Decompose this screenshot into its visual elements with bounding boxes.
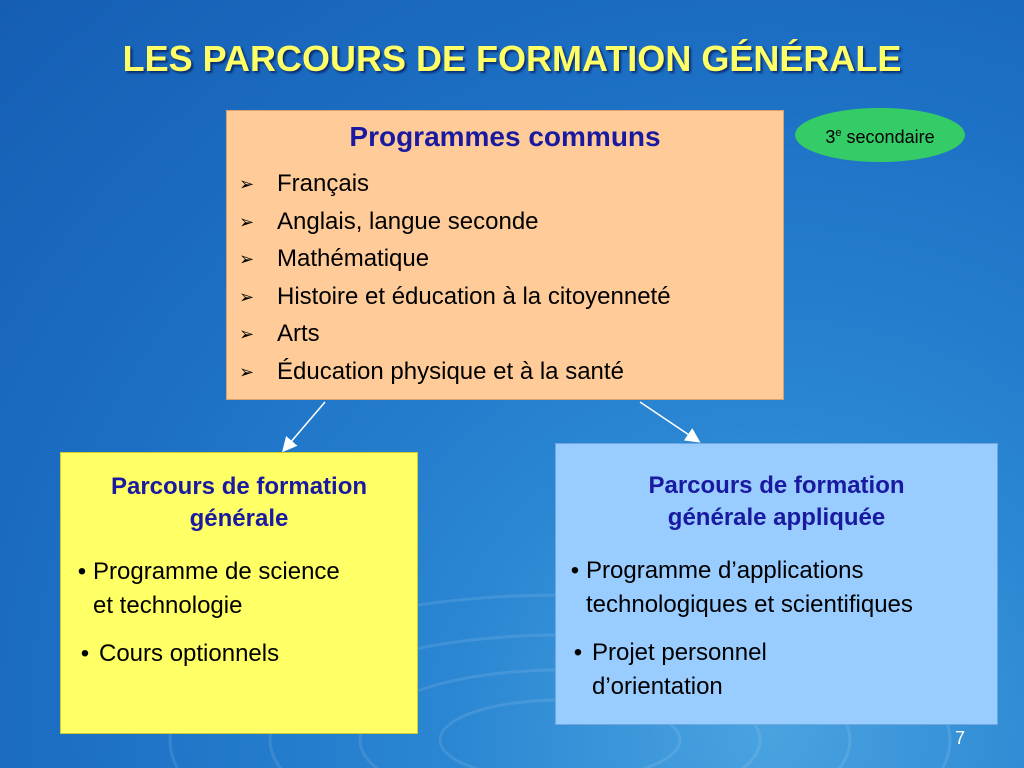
list-item — [239, 282, 671, 320]
list-item-line2: technologiques et scientifiques — [586, 591, 913, 618]
arrow-right-icon: ➢ — [239, 249, 255, 269]
general-path-title-line2: générale — [189, 505, 289, 532]
list-item — [239, 207, 671, 245]
list-item-line1: Programme d’applications — [586, 557, 864, 584]
applied-path-title-line2: générale appliquée — [667, 504, 886, 531]
general-path-title-line1: Parcours de formation — [110, 473, 368, 500]
list-item-line2: d’orientation — [592, 673, 723, 700]
badge-grade-number: 3 — [825, 127, 836, 147]
arrow-right-icon: ➢ — [239, 286, 255, 307]
list-item — [239, 169, 671, 207]
list-item — [564, 636, 994, 704]
arrow-to-applied-path — [640, 402, 698, 441]
list-item-line1: Programme de science — [93, 558, 340, 585]
list-item-label: Mathématique — [277, 245, 430, 272]
list-item-line2: et technologie — [93, 592, 243, 619]
grade-badge — [795, 108, 965, 162]
list-item-label — [586, 554, 913, 622]
list-item — [239, 244, 671, 282]
general-path-list — [71, 555, 411, 671]
list-item — [71, 637, 411, 671]
applied-path-list — [564, 554, 994, 704]
list-item-label: Français — [277, 170, 370, 197]
list-item-label: Histoire et éducation à la citoyenneté — [277, 282, 671, 310]
bullet-dot-icon: • — [80, 640, 90, 667]
bullet-dot-icon: • — [77, 558, 87, 585]
slide-title: LES PARCOURS DE FORMATION GÉNÉRALE — [122, 38, 902, 79]
list-item — [71, 555, 411, 623]
common-programs-title: Programmes communs — [349, 121, 661, 152]
badge-label: secondaire — [841, 127, 935, 147]
bullet-dot-icon: • — [570, 557, 580, 584]
applied-path-box — [555, 443, 998, 725]
badge-superscript: e — [835, 127, 842, 139]
arrow-right-icon: ➢ — [239, 324, 255, 344]
list-item-label — [93, 555, 340, 623]
general-path-box — [60, 452, 418, 734]
arrow-right-icon: ➢ — [239, 174, 255, 194]
list-item — [239, 319, 671, 357]
page-number: 7 — [954, 728, 965, 748]
applied-path-title — [556, 470, 997, 534]
applied-path-title-line1: Parcours de formation — [648, 472, 905, 499]
arrow-right-icon: ➢ — [239, 361, 255, 382]
list-item-label: Éducation physique et à la santé — [277, 357, 624, 385]
list-item-label — [592, 636, 767, 704]
list-item-label: Anglais, langue seconde — [277, 207, 539, 235]
list-item-line1: Projet personnel — [592, 639, 767, 666]
common-programs-list — [239, 169, 671, 394]
list-item-label: Cours optionnels — [99, 640, 280, 667]
arrow-to-general-path — [284, 402, 325, 450]
general-path-title — [61, 471, 417, 535]
bullet-dot-icon: • — [573, 639, 583, 666]
list-item — [564, 554, 994, 622]
list-item — [239, 357, 671, 395]
arrow-right-icon: ➢ — [239, 211, 255, 232]
common-programs-box — [226, 110, 784, 400]
list-item-label: Arts — [277, 320, 320, 347]
